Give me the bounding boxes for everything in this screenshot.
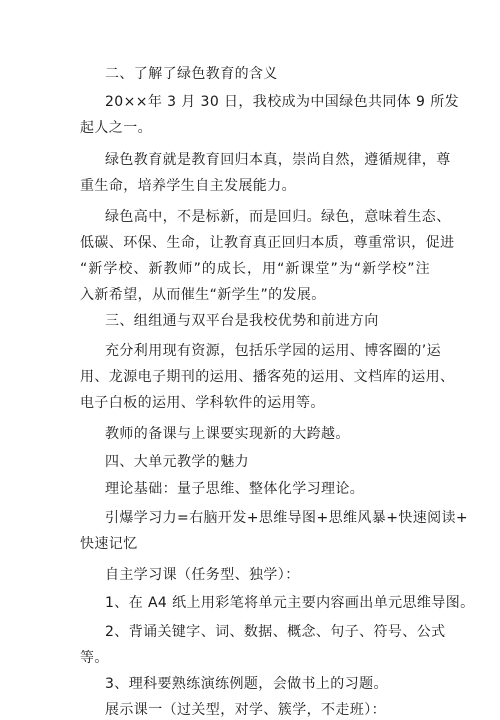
paragraph-line: 充分利用现有资源，包括乐学园的运用、博客圈的’运 (105, 343, 442, 359)
paragraph-line: 快速记忆 (80, 536, 138, 552)
list-item: 1、在 A4 纸上用彩笔将单元主要内容画出单元思维导图。 (105, 595, 475, 611)
section-heading-2: 二、了解了绿色教育的含义 (105, 66, 278, 82)
section-heading-3: 三、组组通与双平台是我校优势和前进方向 (105, 313, 379, 329)
paragraph-line: “新学校、新教师”的成长，用“新课堂”为“新学校”注 (80, 261, 430, 277)
paragraph-line: 重生命，培养学生自主发展能力。 (80, 178, 296, 194)
list-item-continuation: 等。 (80, 650, 109, 666)
paragraph-line: 低碳、环保、生命，让教育真正回归本质，尊重常识，促进 (80, 235, 455, 251)
section-heading-4: 四、大单元教学的魅力 (105, 454, 249, 470)
paragraph-line: 教师的备课与上课要实现新的大跨越。 (105, 426, 350, 442)
paragraph-line: 20××年 3 月 30 日，我校成为中国绿色共同体 9 所发 (105, 94, 460, 110)
paragraph-line: 绿色高中，不是标新，而是回归。绿色，意味着生态、 (105, 209, 451, 225)
list-item: 2、背诵关键字、词、数据、概念、句子、符号、公式 (105, 624, 446, 640)
paragraph-line: 展示课一（过关型，对学、簇学，不走班）： (105, 702, 386, 718)
list-item: 3、理科要熟练演练例题，会做书上的习题。 (105, 676, 388, 692)
paragraph-line: 起人之一。 (80, 120, 152, 136)
paragraph-line: 用、龙源电子期刊的运用、播客苑的运用、文档库的运用、 (80, 369, 455, 385)
paragraph-line: 入新希望，从而催生“新学生”的发展。 (80, 287, 326, 303)
paragraph-line: 自主学习课（任务型、独学）： (105, 567, 300, 583)
paragraph-line: 理论基础：量子思维、整体化学习理论。 (105, 481, 365, 497)
paragraph-line: 电子白板的运用、学科软件的运用等。 (80, 395, 325, 411)
paragraph-line: 绿色教育就是教育回归本真，崇尚自然，遵循规律，尊 (105, 152, 451, 168)
paragraph-line: 引爆学习力=右脑开发+思维导图+思维风暴+快速阅读+ (105, 510, 469, 526)
